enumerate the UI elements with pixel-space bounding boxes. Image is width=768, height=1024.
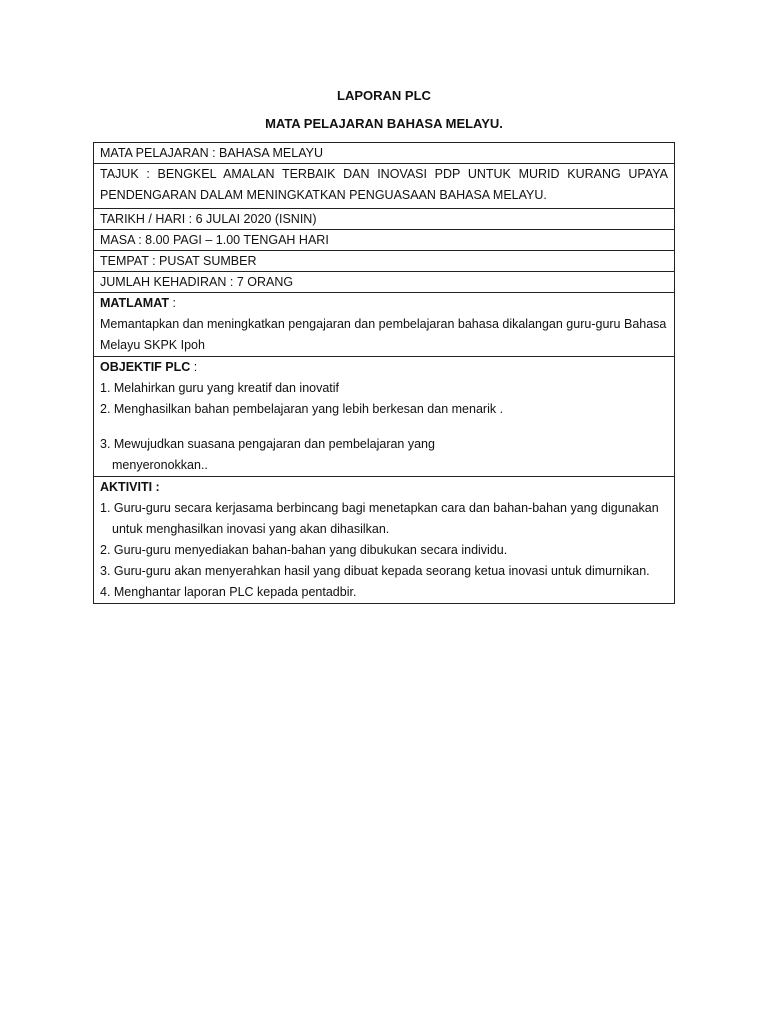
row-jumlah-kehadiran	[94, 272, 675, 293]
aktiviti-item: 2. Guru-guru menyediakan bahan-bahan yang dibukukan secara individu.	[100, 543, 508, 557]
row-tarikh	[94, 209, 675, 230]
objektif-item: 1. Melahirkan guru yang kreatif dan inovatif	[100, 381, 340, 395]
row-masa	[94, 230, 675, 251]
aktiviti-item-continuation: untuk menghasilkan inovasi yang akan dihasilkan.	[112, 522, 390, 536]
aktiviti-item: 1. Guru-guru secara kerjasama berbincang bagi menetapkan cara dan bahan-bahan yang digunakan	[100, 501, 659, 515]
objektif-item: 2. Menghasilkan bahan pembelajaran yang lebih berkesan dan menarik .	[100, 402, 504, 416]
masa-cell: MASA : 8.00 PAGI – 1.00 TENGAH HARI	[94, 230, 675, 251]
row-mata-pelajaran	[94, 143, 675, 164]
report-subtitle: MATA PELAJARAN BAHASA MELAYU.	[265, 116, 503, 131]
aktiviti-cell	[94, 477, 675, 604]
report-title: LAPORAN PLC	[337, 88, 431, 103]
row-aktiviti	[94, 477, 675, 604]
aktiviti-item: 4. Menghantar laporan PLC kepada pentadbir.	[100, 585, 357, 599]
row-objektif	[94, 357, 675, 477]
objektif-item: 3. Mewujudkan suasana pengajaran dan pembelajaran yang	[100, 437, 435, 451]
objektif-cell	[94, 357, 675, 477]
aktiviti-heading: AKTIVITI :	[100, 480, 160, 494]
jumlah-kehadiran-cell: JUMLAH KEHADIRAN : 7 ORANG	[94, 272, 675, 293]
report-table	[93, 142, 675, 604]
objektif-colon: :	[190, 360, 198, 374]
tarikh-cell: TARIKH / HARI : 6 JULAI 2020 (ISNIN)	[94, 209, 675, 230]
tajuk-cell: TAJUK : BENGKEL AMALAN TERBAIK DAN INOVASI PDP UNTUK MURID KURANG UPAYA PENDENGARAN DALAM MENINGKATKAN PENGUASAAN BAHASA MELAYU.	[94, 164, 675, 209]
aktiviti-item: 3. Guru-guru akan menyerahkan hasil yang dibuat kepada seorang ketua inovasi untuk dimurnikan.	[100, 564, 650, 578]
matlamat-colon: :	[168, 296, 176, 310]
mata-pelajaran-cell: MATA PELAJARAN : BAHASA MELAYU	[94, 143, 675, 164]
objektif-item-continuation: menyeronokkan..	[112, 458, 208, 472]
objektif-spacer	[100, 420, 668, 434]
tempat-cell: TEMPAT : PUSAT SUMBER	[94, 251, 675, 272]
row-matlamat	[94, 293, 675, 357]
row-tajuk	[94, 164, 675, 209]
row-tempat	[94, 251, 675, 272]
objektif-heading: OBJEKTIF PLC	[100, 360, 191, 374]
matlamat-heading: MATLAMAT	[100, 296, 169, 310]
matlamat-text: Memantapkan dan meningkatkan pengajaran dan pembelajaran bahasa dikalangan guru-guru Bahasa Melayu SKPK Ipoh	[100, 317, 667, 352]
matlamat-cell	[94, 293, 675, 357]
